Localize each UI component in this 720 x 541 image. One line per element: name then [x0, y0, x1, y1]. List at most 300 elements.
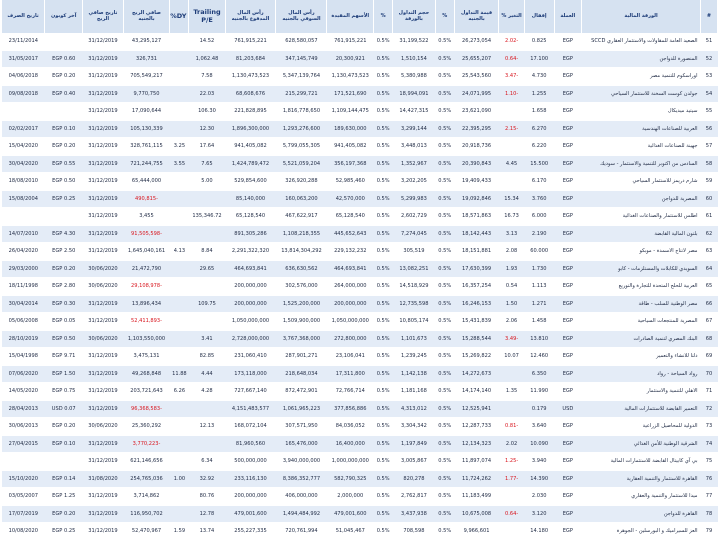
cell-last-coupon: EGP 0.20 [45, 138, 83, 156]
cell-volume-pct: 0.5% [435, 103, 454, 121]
cell-currency: EGP [554, 260, 582, 278]
cell-name: بي آي كابيتال القابضة للاستثمارات المالية [582, 453, 701, 471]
cell-index: 75 [701, 453, 718, 471]
cell-volume-pct: 0.5% [435, 120, 454, 138]
cell-change: 4.45 [499, 155, 524, 173]
cell-last-coupon [45, 33, 83, 50]
cell-volume-pct: 0.5% [435, 225, 454, 243]
cell-traded-pct: 0.5% [374, 190, 393, 208]
cell-net-profit: 49,268,848 [123, 365, 170, 383]
cell-index: 77 [701, 488, 718, 506]
cell-paid-capital: 1,050,000,000 [225, 313, 276, 331]
cell-name: مصر لانتاج الاسمدة - موبكو [582, 243, 701, 261]
cell-name: الاهلي للتنمية والاستثمار [582, 383, 701, 401]
col-header-market-value[interactable]: قيمة التداول بالجنيه [454, 0, 499, 33]
table-row[interactable] [2, 33, 718, 50]
cell-volume: 2,762,817 [393, 488, 435, 506]
cell-index: 76 [701, 470, 718, 488]
cell-market-cap: 215,299,721 [276, 85, 327, 103]
cell-dist-date: 15/04/1998 [2, 348, 45, 366]
cell-name: رواد السياحة - رواد [582, 365, 701, 383]
cell-trailing-pe: 6.34 [189, 453, 225, 471]
cell-paid-capital: 81,203,684 [225, 50, 276, 68]
cell-last-coupon: EGP 1.25 [45, 488, 83, 506]
cell-dy: 6.26 [170, 383, 189, 401]
cell-paid-capital: 500,000,000 [225, 453, 276, 471]
cell-volume-pct: 0.5% [435, 50, 454, 68]
cell-change: -3.49 [499, 330, 524, 348]
table-row[interactable] [2, 330, 718, 348]
table-row[interactable] [2, 295, 718, 313]
cell-market-value: 10,675,008 [454, 505, 499, 523]
table-row[interactable] [2, 523, 718, 541]
cell-last-coupon: EGP 0.55 [45, 155, 83, 173]
cell-traded-pct: 0.5% [374, 505, 393, 523]
cell-last-coupon: EGP 2.50 [45, 243, 83, 261]
cell-close: 1.658 [524, 103, 554, 121]
table-row[interactable] [2, 85, 718, 103]
table-row[interactable] [2, 50, 718, 68]
table-row[interactable] [2, 488, 718, 506]
cell-volume-pct: 0.5% [435, 435, 454, 453]
cell-traded-pct: 0.5% [374, 173, 393, 191]
cell-market-value: 25,655,207 [454, 50, 499, 68]
cell-change: -0.64 [499, 50, 524, 68]
cell-market-value: 11,897,074 [454, 453, 499, 471]
cell-shares: 16,400,000 [327, 435, 374, 453]
cell-trailing-pe [189, 435, 225, 453]
cell-net-profit: -52,411,893 [123, 313, 170, 331]
cell-traded-pct: 0.5% [374, 435, 393, 453]
col-header-close[interactable]: إقفال [524, 0, 554, 33]
cell-index: 56 [701, 120, 718, 138]
table-row[interactable] [2, 103, 718, 121]
cell-market-value: 22,395,295 [454, 120, 499, 138]
cell-profit-date: 31/12/2019 [83, 155, 123, 173]
col-header-shares[interactable]: الأسهم المقيدة [327, 0, 374, 33]
cell-dy: 3.25 [170, 138, 189, 156]
cell-profit-date: 31/12/2019 [83, 208, 123, 226]
cell-trailing-pe: 12.78 [189, 505, 225, 523]
table-row[interactable] [2, 470, 718, 488]
cell-close: 0.825 [524, 33, 554, 50]
cell-net-profit: 1,645,040,161 [123, 243, 170, 261]
cell-last-coupon: EGP 0.10 [45, 435, 83, 453]
cell-index: 57 [701, 138, 718, 156]
cell-last-coupon: EGP 0.40 [45, 85, 83, 103]
cell-close: 14.390 [524, 470, 554, 488]
cell-shares: 445,652,643 [327, 225, 374, 243]
cell-paid-capital: 173,118,000 [225, 365, 276, 383]
cell-net-profit: 1,103,550,000 [123, 330, 170, 348]
col-header-currency[interactable]: العملة [554, 0, 582, 33]
cell-traded-pct: 0.5% [374, 523, 393, 541]
cell-volume-pct: 0.5% [435, 348, 454, 366]
cell-volume: 2,602,729 [393, 208, 435, 226]
cell-close: 60.000 [524, 243, 554, 261]
cell-currency: EGP [554, 330, 582, 348]
cell-index: 69 [701, 348, 718, 366]
cell-shares: 189,630,000 [327, 120, 374, 138]
cell-market-value: 19,092,846 [454, 190, 499, 208]
cell-volume: 3,448,013 [393, 138, 435, 156]
cell-name: سيتيد ميديكال [582, 103, 701, 121]
table-row[interactable] [2, 208, 718, 226]
cell-shares: 356,197,368 [327, 155, 374, 173]
cell-shares: 264,000,000 [327, 278, 374, 296]
col-header-trailing-pe[interactable]: Trailing P/E [189, 0, 225, 33]
cell-profit-date: 31/08/2020 [83, 470, 123, 488]
cell-volume-pct: 0.5% [435, 68, 454, 86]
cell-net-profit: 116,950,702 [123, 505, 170, 523]
table-row[interactable] [2, 155, 718, 173]
cell-close: 6.170 [524, 173, 554, 191]
table-row[interactable] [2, 120, 718, 138]
cell-currency: EGP [554, 348, 582, 366]
cell-shares: 761,915,221 [327, 33, 374, 50]
cell-volume-pct: 0.5% [435, 470, 454, 488]
cell-shares: 72,766,714 [327, 383, 374, 401]
cell-currency: EGP [554, 383, 582, 401]
cell-market-value: 11,724,262 [454, 470, 499, 488]
cell-shares: 2,000,000 [327, 488, 374, 506]
cell-currency: EGP [554, 138, 582, 156]
cell-name: الشرقية الوطنية للأمن الغذائي [582, 435, 701, 453]
cell-market-value: 12,525,941 [454, 400, 499, 418]
cell-last-coupon: EGP 0.10 [45, 120, 83, 138]
table-row[interactable] [2, 68, 718, 86]
cell-trailing-pe [189, 313, 225, 331]
cell-name: العز للسيراميك و البورسلين - الجوهرة [582, 523, 701, 541]
table-row[interactable] [2, 383, 718, 401]
cell-volume: 10,805,174 [393, 313, 435, 331]
cell-name: ميدا للاستثمار والتنمية والعقاري [582, 488, 701, 506]
table-row[interactable] [2, 138, 718, 156]
cell-close: 10.090 [524, 435, 554, 453]
cell-currency: EGP [554, 505, 582, 523]
cell-name: القاهرة للدواجن [582, 505, 701, 523]
cell-name: جهينة للصناعات الغذائية [582, 138, 701, 156]
table-row[interactable] [2, 173, 718, 191]
cell-last-coupon: EGP 0.05 [45, 313, 83, 331]
cell-volume: 18,994,091 [393, 85, 435, 103]
cell-dist-date [2, 453, 45, 471]
cell-change: 2.06 [499, 313, 524, 331]
cell-dist-date: 04/06/2018 [2, 68, 45, 86]
cell-close: 11.990 [524, 383, 554, 401]
cell-traded-pct: 0.5% [374, 418, 393, 436]
cell-dy [170, 348, 189, 366]
cell-trailing-pe: 4.28 [189, 383, 225, 401]
cell-dist-date: 30/04/2014 [2, 295, 45, 313]
cell-profit-date: 31/12/2019 [83, 453, 123, 471]
cell-index: 65 [701, 278, 718, 296]
cell-volume-pct: 0.5% [435, 295, 454, 313]
cell-last-coupon: EGP 0.20 [45, 68, 83, 86]
cell-net-profit: 21,472,790 [123, 260, 170, 278]
cell-change [499, 365, 524, 383]
cell-volume: 3,437,938 [393, 505, 435, 523]
cell-paid-capital: 1,424,789,472 [225, 155, 276, 173]
cell-dy [170, 103, 189, 121]
cell-volume-pct: 0.5% [435, 173, 454, 191]
cell-market-cap: 1,509,900,000 [276, 313, 327, 331]
cell-name: الدولية للمحاصيل الزراعية [582, 418, 701, 436]
cell-close: 2.190 [524, 225, 554, 243]
col-header-dy[interactable]: DY% [170, 0, 189, 33]
table-row[interactable] [2, 260, 718, 278]
cell-change [499, 488, 524, 506]
cell-volume-pct: 0.5% [435, 243, 454, 261]
cell-market-cap: 287,901,271 [276, 348, 327, 366]
cell-traded-pct: 0.5% [374, 365, 393, 383]
cell-currency: EGP [554, 68, 582, 86]
cell-dist-date: 15/08/2004 [2, 190, 45, 208]
cell-trailing-pe: 106.30 [189, 103, 225, 121]
cell-last-coupon: EGP 1.50 [45, 365, 83, 383]
cell-close: 0.179 [524, 400, 554, 418]
cell-name: اطلس للاستثمار والصناعات الغذائية [582, 208, 701, 226]
cell-volume: 1,239,245 [393, 348, 435, 366]
col-header-traded-pct[interactable]: % [374, 0, 393, 33]
cell-change [499, 103, 524, 121]
cell-change: 10.07 [499, 348, 524, 366]
cell-index: 79 [701, 523, 718, 541]
cell-market-cap: 406,000,000 [276, 488, 327, 506]
cell-shares: 941,405,082 [327, 138, 374, 156]
table-row[interactable] [2, 365, 718, 383]
cell-name: العربية للحلج المتحدة للتجارة والتوزيع [582, 278, 701, 296]
cell-trailing-pe [189, 278, 225, 296]
cell-dy [170, 330, 189, 348]
cell-traded-pct: 0.5% [374, 208, 393, 226]
cell-close: 3.120 [524, 505, 554, 523]
cell-currency: EGP [554, 470, 582, 488]
cell-trailing-pe [189, 225, 225, 243]
cell-paid-capital: 85,140,000 [225, 190, 276, 208]
cell-profit-date: 31/12/2019 [83, 505, 123, 523]
cell-dist-date: 15/04/2020 [2, 138, 45, 156]
cell-paid-capital: 2,291,322,320 [225, 243, 276, 261]
cell-dy [170, 68, 189, 86]
cell-trailing-pe: 80.76 [189, 488, 225, 506]
cell-volume-pct: 0.5% [435, 85, 454, 103]
cell-change: -2.15 [499, 120, 524, 138]
cell-traded-pct: 0.5% [374, 68, 393, 86]
cell-traded-pct: 0.5% [374, 330, 393, 348]
col-header-last-coupon[interactable]: آخر كوبون [45, 0, 83, 33]
cell-last-coupon [45, 208, 83, 226]
cell-paid-capital: 233,116,130 [225, 470, 276, 488]
cell-change: 2.02 [499, 435, 524, 453]
cell-dy [170, 173, 189, 191]
cell-volume-pct: 0.5% [435, 523, 454, 541]
cell-market-cap: 467,622,917 [276, 208, 327, 226]
cell-dist-date: 28/04/2013 [2, 400, 45, 418]
cell-profit-date: 31/12/2019 [83, 383, 123, 401]
cell-shares: 42,570,000 [327, 190, 374, 208]
table-row[interactable] [2, 505, 718, 523]
cell-index: 59 [701, 173, 718, 191]
cell-paid-capital: 255,227,335 [225, 523, 276, 541]
cell-market-cap: 636,630,562 [276, 260, 327, 278]
cell-profit-date: 31/12/2019 [83, 138, 123, 156]
cell-name: المصرية للدواجن [582, 190, 701, 208]
cell-index: 61 [701, 208, 718, 226]
col-header-dist-date[interactable]: تاريخ الصرف [2, 0, 45, 33]
cell-profit-date: 31/12/2019 [83, 295, 123, 313]
cell-net-profit: 43,295,127 [123, 33, 170, 50]
cell-traded-pct: 0.5% [374, 295, 393, 313]
cell-currency: EGP [554, 103, 582, 121]
cell-trailing-pe: 13.74 [189, 523, 225, 541]
cell-net-profit: 254,765,036 [123, 470, 170, 488]
cell-volume: 5,299,983 [393, 190, 435, 208]
cell-volume: 4,313,012 [393, 400, 435, 418]
cell-shares: 65,128,540 [327, 208, 374, 226]
cell-traded-pct: 0.5% [374, 348, 393, 366]
cell-volume-pct: 0.5% [435, 400, 454, 418]
cell-volume: 1,142,138 [393, 365, 435, 383]
cell-paid-capital: 81,960,560 [225, 435, 276, 453]
cell-shares: 20,300,921 [327, 50, 374, 68]
cell-dist-date: 29/03/2000 [2, 260, 45, 278]
cell-close: 1.113 [524, 278, 554, 296]
cell-index: 67 [701, 313, 718, 331]
cell-trailing-pe: 14.52 [189, 33, 225, 50]
cell-market-cap: 347,145,749 [276, 50, 327, 68]
cell-currency: EGP [554, 435, 582, 453]
cell-shares: 1,000,000,000 [327, 453, 374, 471]
cell-last-coupon: EGP 0.20 [45, 418, 83, 436]
table-row[interactable] [2, 243, 718, 261]
cell-index: 52 [701, 50, 718, 68]
cell-volume-pct: 0.5% [435, 190, 454, 208]
cell-name: بلتون المالية القابضة [582, 225, 701, 243]
cell-close: 6.270 [524, 120, 554, 138]
col-header-volume[interactable]: حجم التداول بالورقة [393, 0, 435, 33]
cell-index: 63 [701, 243, 718, 261]
cell-traded-pct: 0.5% [374, 120, 393, 138]
table-row[interactable] [2, 313, 718, 331]
table-row[interactable] [2, 225, 718, 243]
cell-change [499, 138, 524, 156]
table-row[interactable] [2, 418, 718, 436]
table-row[interactable] [2, 400, 718, 418]
cell-last-coupon: EGP 0.20 [45, 505, 83, 523]
cell-name: السويدي للكابلات والمستلزمات - كابو [582, 260, 701, 278]
cell-dist-date: 28/10/2019 [2, 330, 45, 348]
table-row[interactable] [2, 348, 718, 366]
cell-traded-pct: 0.5% [374, 488, 393, 506]
cell-market-value: 9,966,601 [454, 523, 499, 541]
cell-market-cap: 1,293,276,600 [276, 120, 327, 138]
cell-profit-date: 30/06/2020 [83, 278, 123, 296]
cell-paid-capital: 2,728,000,000 [225, 330, 276, 348]
cell-traded-pct: 0.5% [374, 383, 393, 401]
col-header-profit-date[interactable]: تاريخ صافي الربح [83, 0, 123, 33]
cell-dy [170, 190, 189, 208]
col-header-index[interactable]: # [701, 0, 718, 33]
cell-market-value: 18,571,863 [454, 208, 499, 226]
col-header-volume-pct[interactable]: % [435, 0, 454, 33]
cell-market-cap: 1,816,778,650 [276, 103, 327, 121]
cell-last-coupon: EGP 9.71 [45, 348, 83, 366]
cell-dy [170, 435, 189, 453]
cell-volume-pct: 0.5% [435, 365, 454, 383]
cell-close: 15.500 [524, 155, 554, 173]
col-header-market-cap[interactable]: رأس المال السوقي بالجنيه [276, 0, 327, 33]
cell-volume: 14,518,929 [393, 278, 435, 296]
col-header-name[interactable]: الورقة المالية [582, 0, 701, 33]
cell-change: 1.50 [499, 295, 524, 313]
cell-profit-date: 31/12/2019 [83, 313, 123, 331]
table-row[interactable] [2, 453, 718, 471]
col-header-net-profit[interactable]: صافي الربح بالجنيه [123, 0, 170, 33]
cell-dy [170, 33, 189, 50]
cell-trailing-pe [189, 190, 225, 208]
cell-currency: EGP [554, 190, 582, 208]
cell-market-value: 15,288,544 [454, 330, 499, 348]
cell-traded-pct: 0.5% [374, 103, 393, 121]
cell-market-cap: 218,648,034 [276, 365, 327, 383]
cell-volume: 13,082,251 [393, 260, 435, 278]
cell-traded-pct: 0.5% [374, 50, 393, 68]
cell-index: 60 [701, 190, 718, 208]
cell-shares: 1,050,000,000 [327, 313, 374, 331]
cell-close: 1.730 [524, 260, 554, 278]
cell-index: 71 [701, 383, 718, 401]
cell-volume: 31,199,522 [393, 33, 435, 50]
cell-volume-pct: 0.5% [435, 313, 454, 331]
col-header-change[interactable]: التغير % [499, 0, 524, 33]
cell-currency: EGP [554, 488, 582, 506]
cell-dy [170, 418, 189, 436]
cell-change: -1.77 [499, 470, 524, 488]
cell-dist-date: 17/07/2019 [2, 505, 45, 523]
col-header-paid-capital[interactable]: رأس المال المدفوع بالجنيه [225, 0, 276, 33]
cell-profit-date: 31/12/2019 [83, 33, 123, 50]
cell-dist-date [2, 103, 45, 121]
cell-shares: 17,311,800 [327, 365, 374, 383]
cell-last-coupon: EGP 2.80 [45, 278, 83, 296]
cell-paid-capital: 1,130,473,523 [225, 68, 276, 86]
cell-volume: 305,519 [393, 243, 435, 261]
cell-close: 1.271 [524, 295, 554, 313]
cell-trailing-pe: 32.92 [189, 470, 225, 488]
cell-traded-pct: 0.5% [374, 400, 393, 418]
cell-index: 62 [701, 225, 718, 243]
cell-profit-date: 30/06/2020 [83, 330, 123, 348]
cell-market-cap: 8,386,352,777 [276, 470, 327, 488]
table-row[interactable] [2, 278, 718, 296]
cell-market-value: 15,269,822 [454, 348, 499, 366]
cell-shares: 1,130,473,523 [327, 68, 374, 86]
cell-name: جولدن كوست السخنة للاستثمار السياحي [582, 85, 701, 103]
cell-currency: EGP [554, 365, 582, 383]
cell-dy [170, 505, 189, 523]
cell-market-cap: 720,761,994 [276, 523, 327, 541]
cell-dy [170, 85, 189, 103]
cell-net-profit: 705,549,217 [123, 68, 170, 86]
cell-market-value: 20,918,736 [454, 138, 499, 156]
table-row[interactable] [2, 190, 718, 208]
cell-index: 72 [701, 400, 718, 418]
cell-volume-pct: 0.5% [435, 33, 454, 50]
cell-currency: EGP [554, 278, 582, 296]
table-row[interactable] [2, 435, 718, 453]
cell-paid-capital: 65,128,540 [225, 208, 276, 226]
